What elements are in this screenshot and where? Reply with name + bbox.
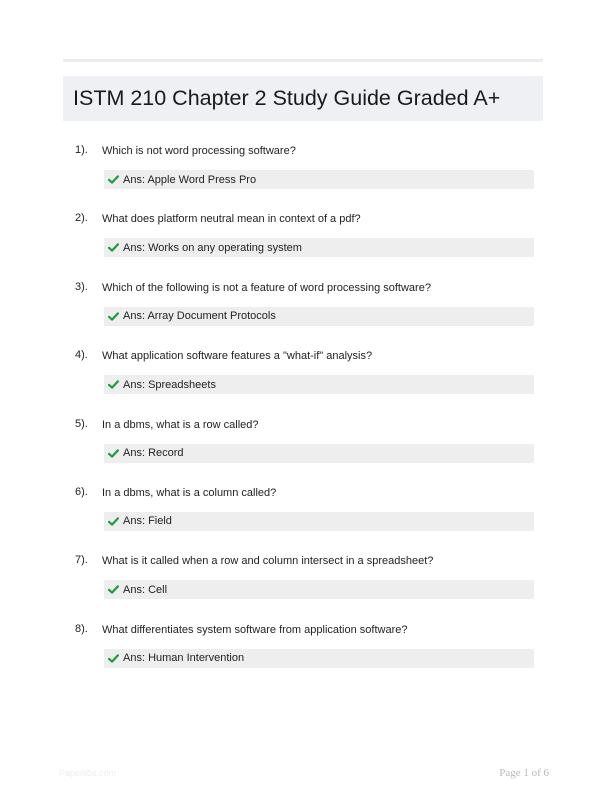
question-text: Which of the following is not a feature of word processing software?: [102, 281, 431, 294]
answer-text: Ans: Array Document Protocols: [123, 310, 276, 323]
answer-text: Ans: Human Intervention: [123, 652, 245, 665]
answer-text: Ans: Field: [123, 515, 172, 528]
question-number: 7).: [75, 554, 88, 567]
question-text: In a dbms, what is a row called?: [102, 418, 259, 431]
page-indicator: Page 1 of 6: [499, 767, 549, 779]
answer-box: [104, 238, 534, 257]
answer-text: Ans: Apple Word Press Pro: [123, 173, 257, 186]
question-number: 8).: [75, 622, 88, 635]
answer-text: Ans: Spreadsheets: [123, 378, 216, 391]
question-item: [63, 212, 543, 280]
check-icon: [108, 653, 119, 664]
question-number: 1).: [75, 144, 88, 156]
top-divider: [63, 59, 543, 62]
question-number: 3).: [75, 280, 88, 293]
question-item: [63, 554, 543, 622]
question-item: [63, 281, 543, 349]
answer-text: Ans: Cell: [123, 583, 168, 596]
answer-box: [104, 649, 534, 668]
check-icon: [108, 174, 119, 185]
answer-box: [104, 170, 534, 189]
check-icon: [108, 584, 119, 595]
title-banner: [63, 76, 543, 121]
question-text: What differentiates system software from application software?: [102, 623, 408, 636]
question-number: 2).: [75, 212, 88, 225]
question-item: [63, 418, 543, 486]
question-item: [63, 623, 543, 691]
watermark-text: Paperlibs.com: [59, 768, 117, 778]
check-icon: [108, 311, 119, 322]
question-text: What does platform neutral mean in context of a pdf?: [102, 213, 361, 226]
question-item: [63, 349, 543, 417]
question-text: Which is not word processing software?: [102, 145, 296, 157]
question-text: What is it called when a row and column intersect in a spreadsheet?: [102, 555, 434, 568]
answer-box: [104, 580, 534, 599]
check-icon: [108, 516, 119, 527]
question-text: What application software features a "what-if" analysis?: [102, 350, 373, 363]
answer-box: [104, 307, 534, 326]
question-item: [63, 144, 543, 212]
answer-box: [104, 375, 534, 394]
question-list: [63, 144, 543, 691]
question-item: [63, 486, 543, 554]
question-number: 5).: [75, 417, 88, 430]
answer-text: Ans: Works on any operating system: [123, 241, 302, 254]
answer-box: [104, 444, 534, 463]
answer-text: Ans: Record: [123, 447, 184, 460]
check-icon: [108, 448, 119, 459]
page-title: ISTM 210 Chapter 2 Study Guide Graded A+: [73, 86, 501, 110]
answer-box: [104, 512, 534, 531]
question-number: 6).: [75, 485, 88, 498]
question-text: In a dbms, what is a column called?: [102, 486, 277, 499]
check-icon: [108, 242, 119, 253]
check-icon: [108, 379, 119, 390]
question-number: 4).: [75, 349, 88, 362]
